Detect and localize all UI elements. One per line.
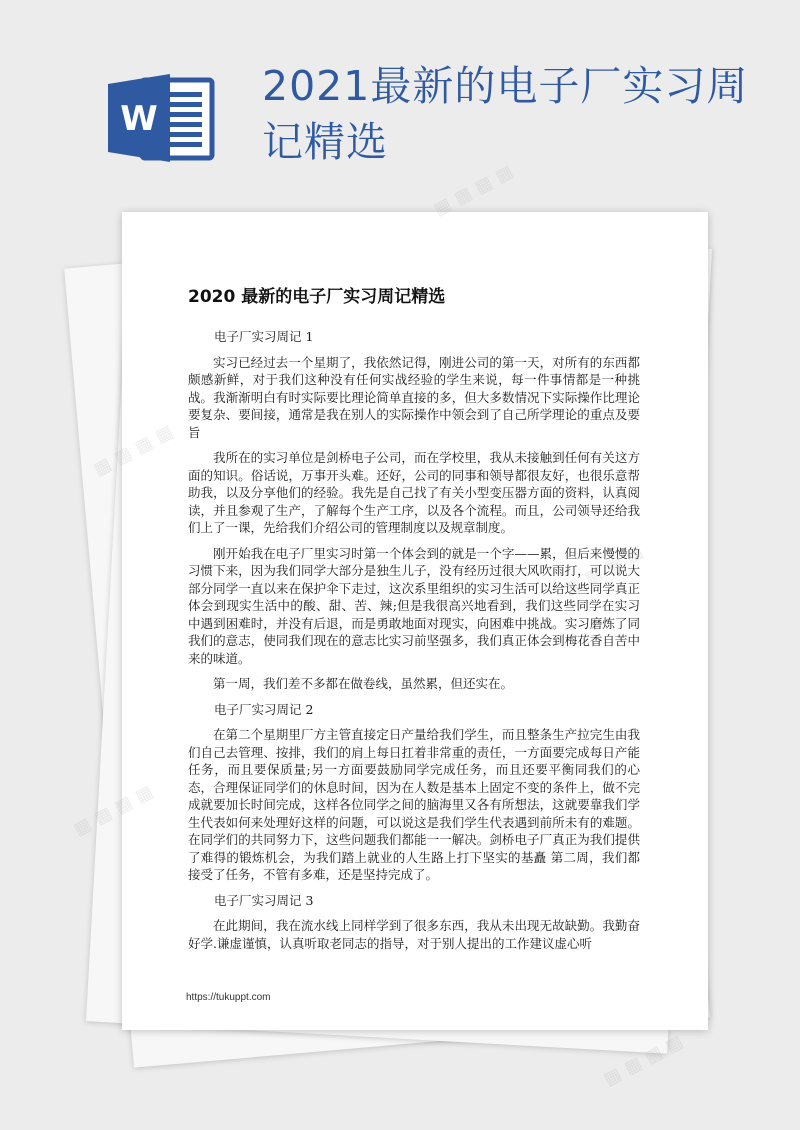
- paragraph: 第一周，我们差不多都在做卷线，虽然累，但还实在。: [213, 676, 514, 691]
- banner-title: 2021最新的电子厂实习周记精选: [262, 62, 749, 166]
- document-page: [122, 212, 708, 1030]
- document-body: [188, 328, 640, 956]
- word-icon: [108, 72, 216, 164]
- paragraph: 刚开始我在电子厂里实习时第一个体会到的就是一个字——累，但后来慢慢的习惯下来，因为我们同学大部分是独生儿子，没有经历过很大风吹雨打，可以说大部分同学一直以来在保护伞下走过，这次系里组织的实习生活可以给这些同学真正体会到现实生活中的酸、甜、苦、辣;但是我很高兴地看到，我们这些同学在实习中遇到困难时，并没有后退，而是勇敢地面对现实，向困难中挑战。实习磨炼了同我们的意志，使同我们现在的意志比实习前坚强多，我们真正体会到梅花香自苦中来的味道。: [188, 545, 640, 666]
- section-heading: 电子厂实习周记 3: [214, 892, 314, 908]
- footer-url: https://tukuppt.com: [186, 992, 271, 1003]
- paragraph: 我所在的实习单位是剑桥电子公司，而在学校里，我从未接触到任何有关这方面的知识。俗话说，万事开头难。还好，公司的同事和领导都很友好，也很乐意帮助我，以及分享他们的经验。我先是自己找了有关小型变压器方面的资料，认真阅读，并且参观了生产，了解每个生产工序，以及各个流程。而且，公司领导还给我们上了一课，先给我们介绍公司的管理制度以及规章制度。: [188, 450, 640, 535]
- paragraph: 在此期间，我在流水线上同样学到了很多东西，我从未出现无故缺勤。我勤奋好学.谦虚谨慎，认真听取老同志的指导，对于别人提出的工作建议虚心听: [188, 918, 640, 951]
- section-heading: 电子厂实习周记 1: [214, 329, 314, 344]
- paragraph: 实习已经过去一个星期了，我依然记得，刚进公司的第一天，对所有的东西都颇感新鲜，对于我们这种没有任何实战经验的学生来说，每一件事情都是一种挑战。我渐渐明白有时实际要比理论简单直接的多，但大多数情况下实际操作比理论要复杂、要间接，通常是我在别人的实际操作中领会到了自己所学理论的重点及要旨: [188, 354, 640, 440]
- word-icon-letter: W: [120, 99, 158, 139]
- watermark: ▦ ▦ ▦ ▦: [600, 1030, 687, 1091]
- paragraph: 在第二个星期里厂方主管直接定日产量给我们学生，而且整条生产拉完生由我们自己去管理、按排，我们的肩上每日扛着非常重的责任，一方面要完成每日产能任务，而且要保质量;另一方面要鼓励同学完成任务，而且还要平衡同我们的心态，合理保证同学们的休息时间，因为在人数是基本上固定不变的条件上，做不完成就要加长时间完成，这样各位同学之间的脑海里又各有所想法，这就要靠我们学生代表如何来处理好这样的问题，可以说这是我们学生代表遇到前所未有的难题。在同学们的共同努力下，这些问题我们都能一一解决。剑桥电子厂真正为我们提供了难得的锻炼机会，为我们踏上就业的人生路上打下坚实的基矗 第二周，我们都接受了任务，不管有多难，还是坚持完成了。: [188, 727, 640, 882]
- document-title: 2020 最新的电子厂实习周记精选: [188, 287, 446, 307]
- watermark: ▦: [70, 813, 96, 841]
- watermark: ▦ ▦ ▦ ▦: [430, 160, 517, 221]
- section-heading: 电子厂实习周记 2: [214, 701, 314, 717]
